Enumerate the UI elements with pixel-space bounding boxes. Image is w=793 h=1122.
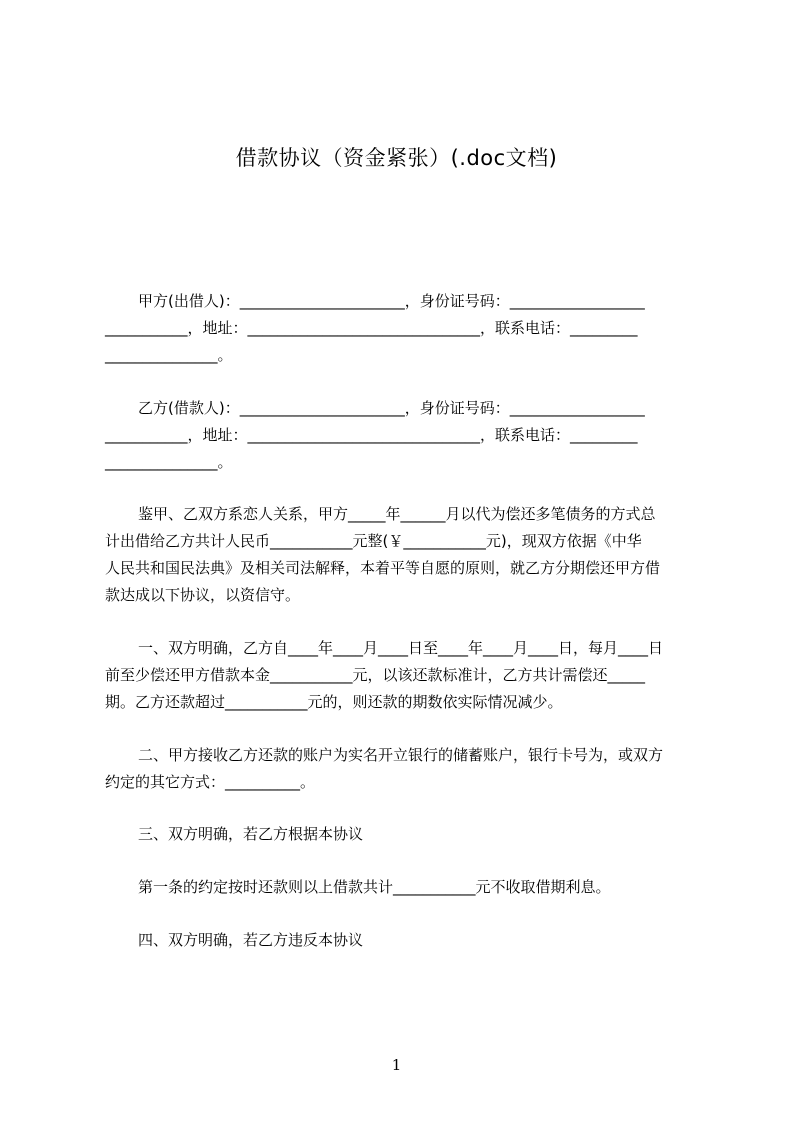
preamble-line-2: 计出借给乙方共计人民币___________元整(￥___________元)，现双方依据《中华 <box>105 532 642 550</box>
clause-1-line-2: 前至少偿还甲方借款本金___________元，以该还款标准计，乙方共计需偿还_____ <box>105 666 646 684</box>
preamble-line-1: 鉴甲、乙双方系恋人关系，甲方_____年______月以代为偿还多笔债务的方式总 <box>138 505 656 523</box>
clause-1-line-1: 一、双方明确，乙方自____年____月____日至____年____月____日，每月____日 <box>138 639 664 657</box>
page-number: 1 <box>391 1056 402 1074</box>
clause-1-line-3: 期。乙方还款超过___________元的，则还款的期数依实际情况减少。 <box>105 693 563 711</box>
preamble-line-3: 人民共和国民法典》及相关司法解释，本着平等自愿的原则，就乙方分期偿还甲方借 <box>105 559 661 577</box>
clause-4-line-1: 四、双方明确，若乙方违反本协议 <box>138 931 364 949</box>
clause-3-line-1: 三、双方明确，若乙方根据本协议 <box>138 825 364 843</box>
party-b-line-2: ___________，地址：_______________________________，联系电话：_________ <box>105 426 638 444</box>
document-title: 借款协议（资金紧张）(.doc文档) <box>235 146 558 170</box>
party-a-line-2: ___________，地址：_______________________________，联系电话：_________ <box>105 319 638 337</box>
clause-2-line-2: 约定的其它方式：__________。 <box>105 773 316 791</box>
clause-3-line-2: 第一条的约定按时还款则以上借款共计___________元不收取借期利息。 <box>138 878 611 896</box>
clause-2-line-1: 二、甲方接收乙方还款的账户为实名开立银行的储蓄账户，银行卡号为，或双方 <box>138 746 664 764</box>
party-b-line-1: 乙方(借款人)：______________________，身份证号码：__________________ <box>138 399 645 417</box>
party-a-line-3: _______________。 <box>105 346 233 364</box>
party-b-line-3: _______________。 <box>105 453 233 471</box>
party-a-line-1: 甲方(出借人)：______________________，身份证号码：__________________ <box>138 292 645 310</box>
preamble-line-4: 款达成以下协议，以资信守。 <box>105 586 301 604</box>
